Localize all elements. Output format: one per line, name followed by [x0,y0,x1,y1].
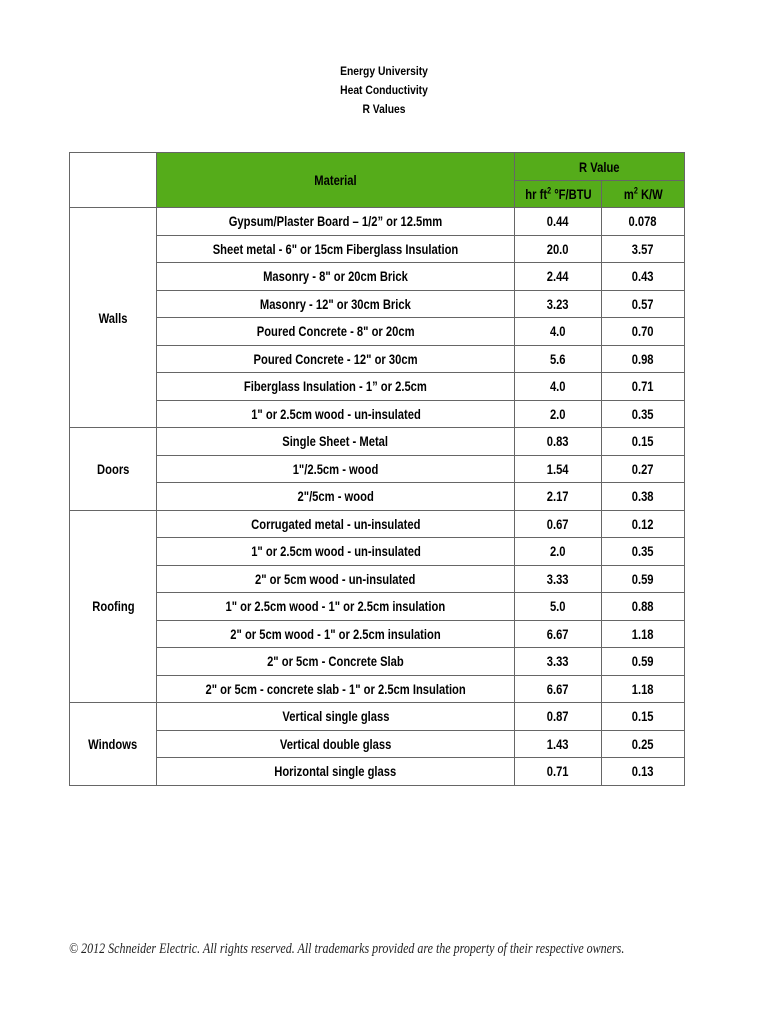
r-value-imperial-cell: 3.23 [515,290,602,318]
table-row [70,620,685,648]
r-value-imperial-cell: 2.17 [515,483,602,511]
r-value-imperial-cell: 1.54 [515,455,602,483]
r-value-imperial-cell: 2.0 [515,538,602,566]
material-cell: Horizontal single glass [157,758,515,786]
table-row [70,538,685,566]
material-cell: Masonry - 8" or 20cm Brick [157,263,515,291]
header-unit-metric: $m^2$ K/W [602,181,685,208]
category-cell: Doors [70,428,157,511]
table-row [70,648,685,676]
r-value-imperial-cell: 3.33 [515,648,602,676]
table-row [70,263,685,291]
r-value-metric-cell: 0.57 [602,290,685,318]
material-cell: 2" or 5cm - concrete slab - 1" or 2.5cm Insulation [157,675,515,703]
r-value-metric-cell: 3.57 [602,235,685,263]
r-value-imperial-cell: 5.0 [515,593,602,621]
table-row [70,373,685,401]
r-value-metric-cell: 0.12 [602,510,685,538]
r-value-metric-cell: 1.18 [602,620,685,648]
table-row [70,593,685,621]
r-value-imperial-cell: 1.43 [515,730,602,758]
table-body [70,208,685,786]
r-value-imperial-cell: 0.87 [515,703,602,731]
r-value-imperial-cell: 0.71 [515,758,602,786]
r-value-imperial-cell: 6.67 [515,620,602,648]
material-cell: 1" or 2.5cm wood - 1" or 2.5cm insulation [157,593,515,621]
table-row [70,730,685,758]
r-value-metric-cell: 0.88 [602,593,685,621]
material-cell: Single Sheet - Metal [157,428,515,456]
table-row [70,318,685,346]
material-cell: Vertical single glass [157,703,515,731]
r-value-metric-cell: 0.15 [602,703,685,731]
material-cell: Corrugated metal - un-insulated [157,510,515,538]
table-row [70,510,685,538]
material-cell: 2" or 5cm wood - 1" or 2.5cm insulation [157,620,515,648]
table-row [70,565,685,593]
r-value-table [69,152,685,786]
r-value-imperial-cell: 2.44 [515,263,602,291]
category-cell: Roofing [70,510,157,703]
r-value-imperial-cell: 3.33 [515,565,602,593]
table-row [70,455,685,483]
category-cell: Windows [70,703,157,786]
table-row [70,703,685,731]
material-cell: 1" or 2.5cm wood - un-insulated [157,538,515,566]
r-value-metric-cell: 0.078 [602,208,685,236]
r-value-metric-cell: 0.43 [602,263,685,291]
header-r-value: R Value [515,153,685,181]
table-row [70,208,685,236]
material-cell: Gypsum/Plaster Board – 1/2” or 12.5mm [157,208,515,236]
header-corner-cell [70,153,157,208]
r-value-imperial-cell: 5.6 [515,345,602,373]
material-cell: 1"/2.5cm - wood [157,455,515,483]
table-row [70,400,685,428]
material-cell: Poured Concrete - 12" or 30cm [157,345,515,373]
table-row [70,235,685,263]
r-value-metric-cell: 0.59 [602,565,685,593]
r-value-metric-cell: 0.38 [602,483,685,511]
r-value-imperial-cell: 0.67 [515,510,602,538]
table-row [70,675,685,703]
r-value-metric-cell: 0.27 [602,455,685,483]
r-value-imperial-cell: 4.0 [515,318,602,346]
material-cell: 1" or 2.5cm wood - un-insulated [157,400,515,428]
table-row [70,758,685,786]
material-cell: 2" or 5cm wood - un-insulated [157,565,515,593]
document-title [54,62,714,119]
r-value-metric-cell: 0.13 [602,758,685,786]
r-value-metric-cell: 0.98 [602,345,685,373]
material-cell: Sheet metal - 6" or 15cm Fiberglass Insulation [157,235,515,263]
material-cell: 2"/5cm - wood [157,483,515,511]
table-row [70,428,685,456]
table-row [70,483,685,511]
copyright-footer: © 2012 Schneider Electric. All rights reserved. All trademarks provided are the property of their respective owners. [69,941,625,957]
table-row [70,345,685,373]
r-value-metric-cell: 0.59 [602,648,685,676]
material-cell: Poured Concrete - 8" or 20cm [157,318,515,346]
material-cell: Masonry - 12" or 30cm Brick [157,290,515,318]
r-value-metric-cell: 0.70 [602,318,685,346]
title-line-topic: R Values [362,102,406,116]
header-material: Material [157,153,515,208]
material-cell: Fiberglass Insulation - 1” or 2.5cm [157,373,515,401]
r-value-metric-cell: 0.71 [602,373,685,401]
material-cell: Vertical double glass [157,730,515,758]
title-line-org: Energy University [340,64,428,78]
r-value-metric-cell: 0.15 [602,428,685,456]
r-value-imperial-cell: 20.0 [515,235,602,263]
r-value-imperial-cell: 4.0 [515,373,602,401]
r-value-metric-cell: 1.18 [602,675,685,703]
header-unit-imperial: hr $ft^2$ °F/BTU [515,181,602,208]
r-value-metric-cell: 0.35 [602,538,685,566]
r-value-imperial-cell: 0.83 [515,428,602,456]
r-value-imperial-cell: 6.67 [515,675,602,703]
title-line-subject: Heat Conductivity [340,83,428,97]
r-value-imperial-cell: 0.44 [515,208,602,236]
r-value-metric-cell: 0.35 [602,400,685,428]
table-row [70,290,685,318]
r-value-metric-cell: 0.25 [602,730,685,758]
category-cell: Walls [70,208,157,428]
r-value-imperial-cell: 2.0 [515,400,602,428]
material-cell: 2" or 5cm - Concrete Slab [157,648,515,676]
